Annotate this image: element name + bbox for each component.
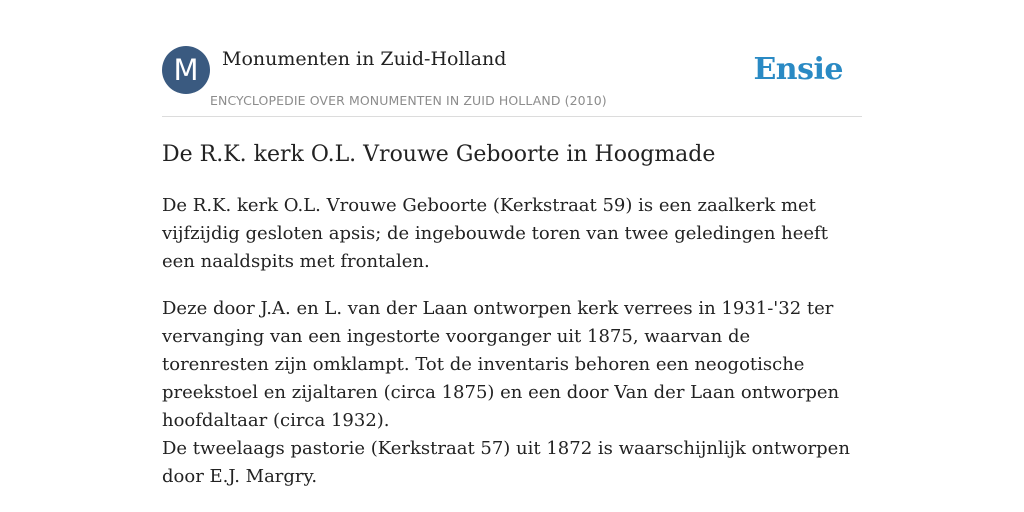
article-paragraph-3: De tweelaags pastorie (Kerkstraat 57) uit 1872 is waarschijnlijk ontworpen door E.J. Margry. [162,438,850,487]
avatar[interactable]: M [162,46,210,94]
source-header [162,46,862,117]
article-paragraph-1: De R.K. kerk O.L. Vrouwe Geboorte (Kerkstraat 59) is een zaalkerk met vijfzijdig gesloten apsis; de ingebouwde toren van twee geledingen heeft een naaldspits met frontalen. [162,195,828,272]
source-subtitle: ENCYCLOPEDIE OVER MONUMENTEN IN ZUID HOLLAND (2010) [210,93,607,108]
article-title: De R.K. kerk O.L. Vrouwe Geboorte in Hoogmade [162,142,716,167]
ensie-logo[interactable]: Ensie [753,52,843,87]
source-title[interactable]: Monumenten in Zuid-Holland [222,48,507,70]
article-paragraph-2: Deze door J.A. en L. van der Laan ontworpen kerk verrees in 1931-'32 ter vervanging van een ingestorte voorganger uit 1875, waarvan de torenresten zijn omklampt. Tot de inventaris behoren een neogotische preekstoel en zijaltaren (circa 1875) en een door Van der Laan ontworpen hoofdaltaar (circa 1932). [162,298,840,431]
